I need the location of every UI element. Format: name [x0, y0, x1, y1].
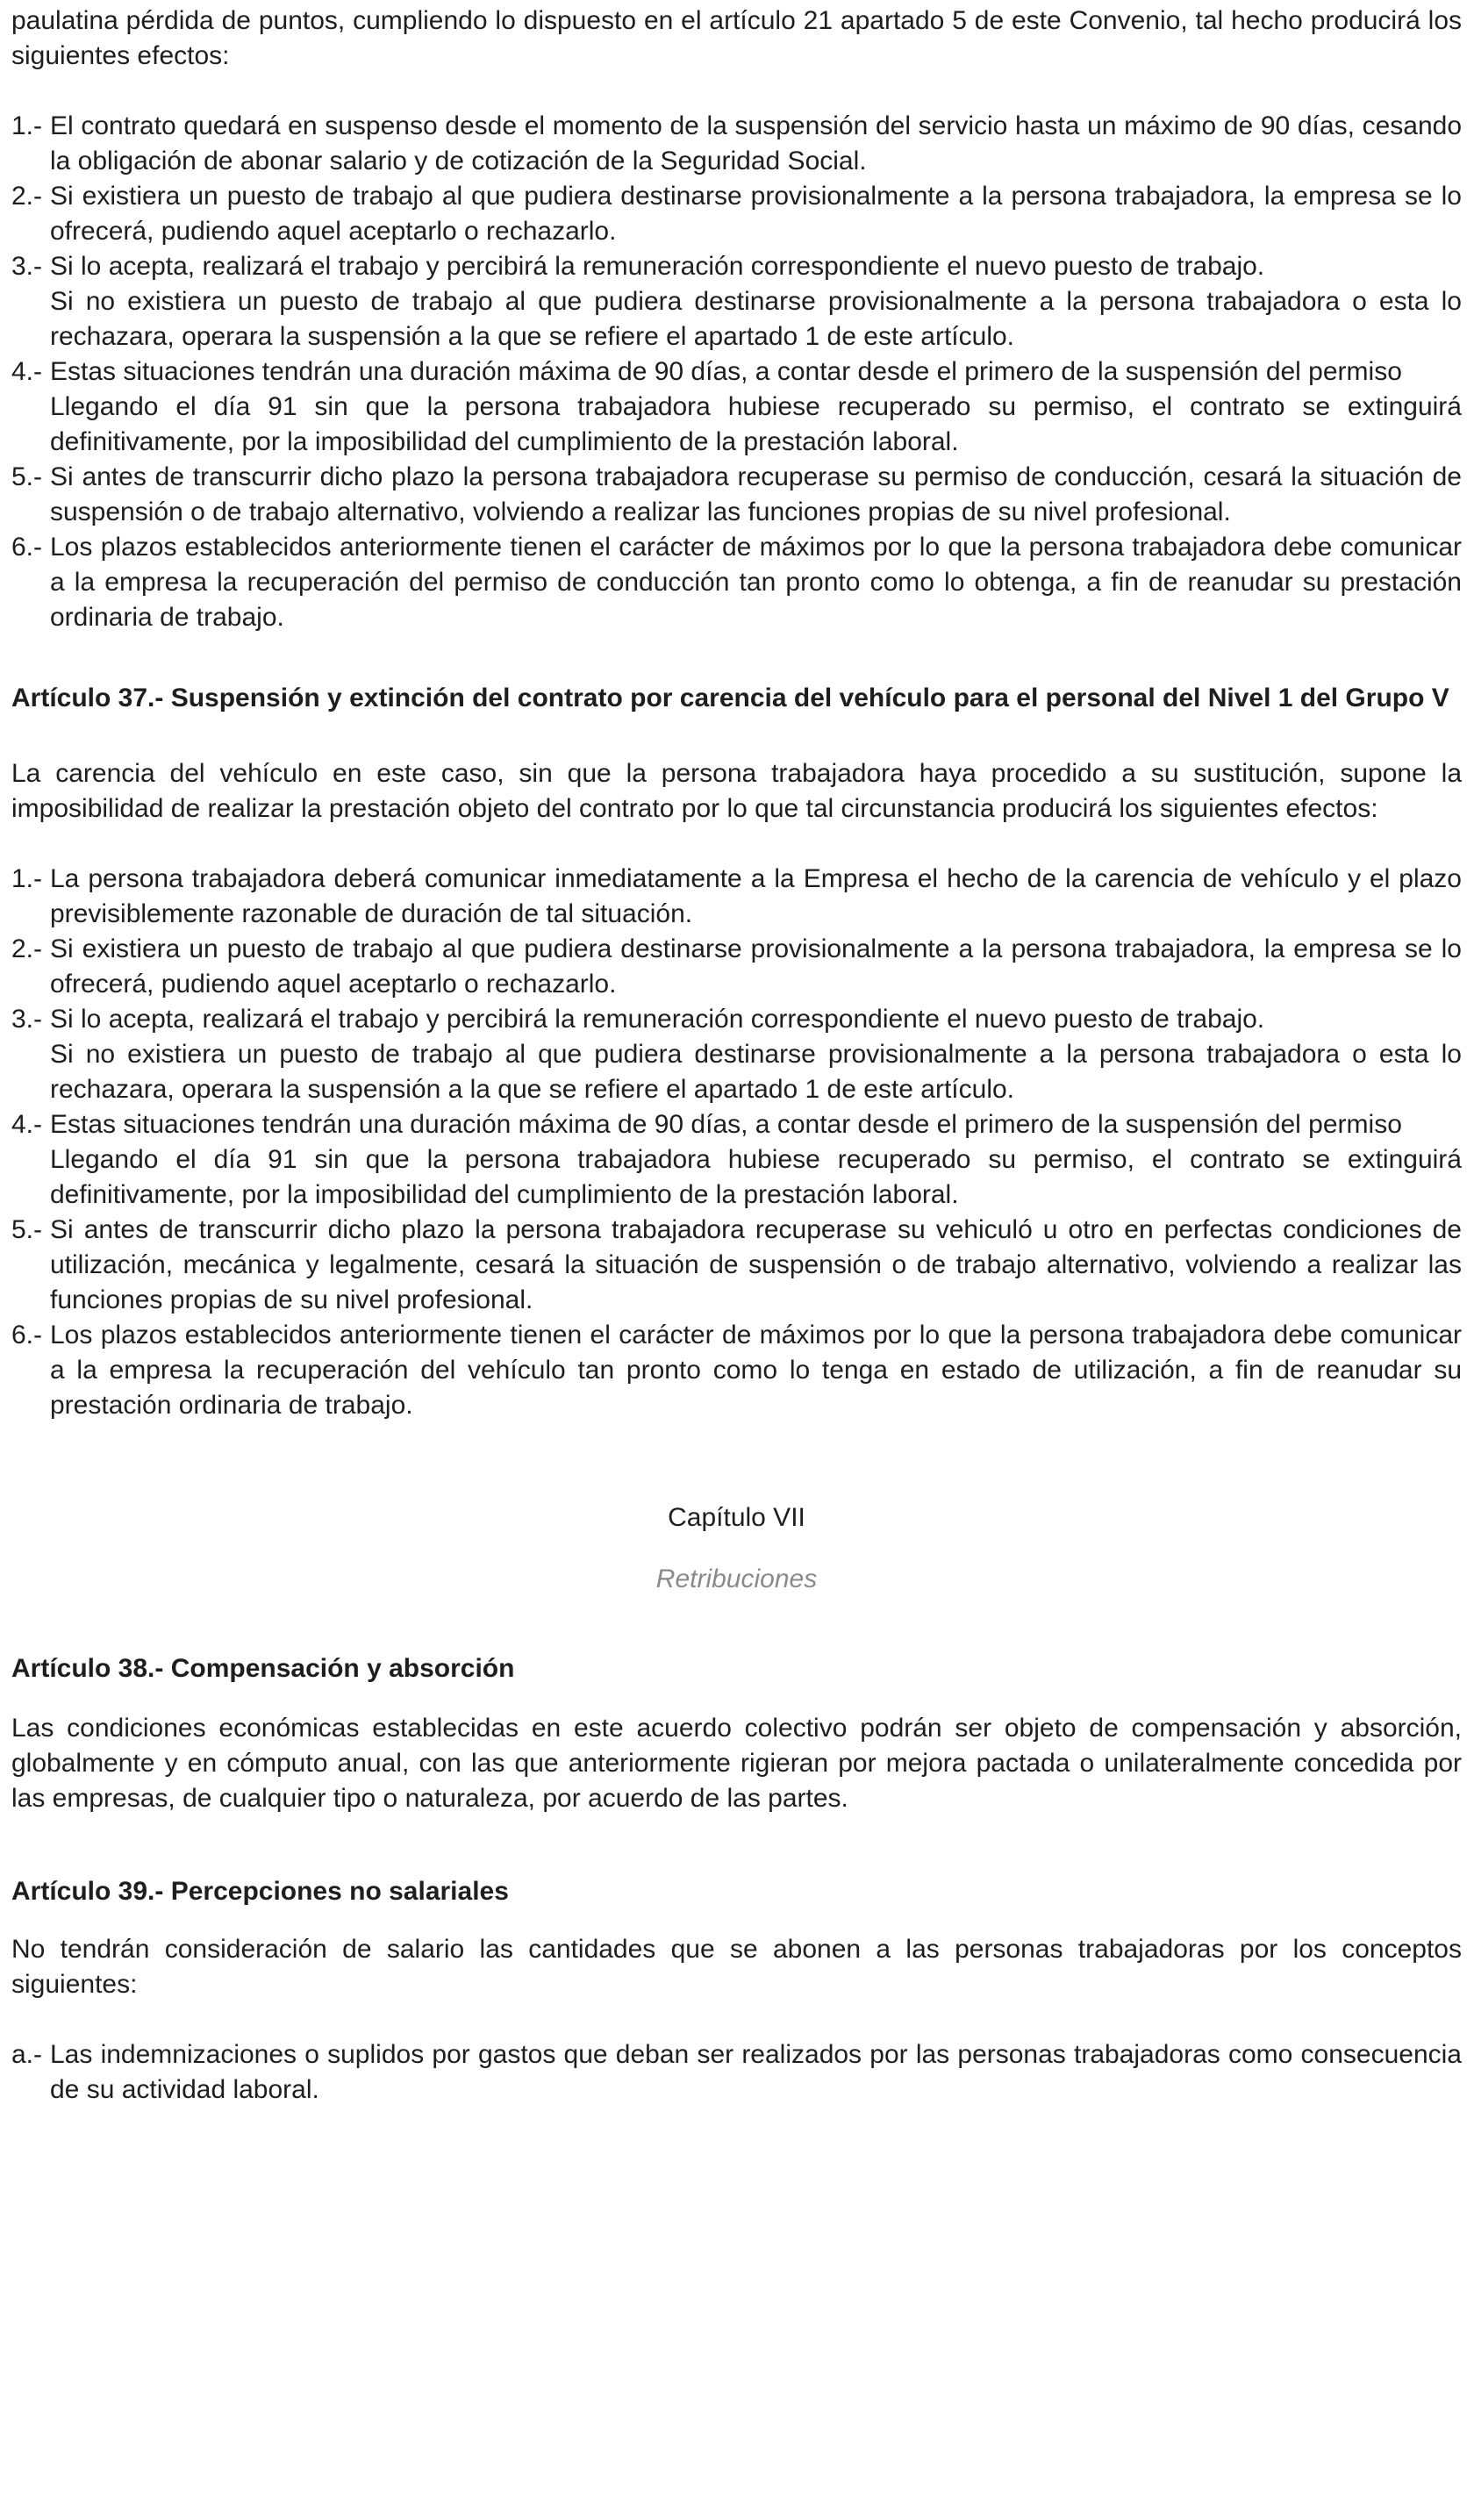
- list-item-1: [11, 109, 1462, 179]
- list-item-marker: 5.-: [11, 462, 43, 491]
- article39-heading: Artículo 39.- Percepciones no salariales: [11, 1877, 509, 1906]
- list-item-subparagraph: Llegando el día 91 sin que la persona trabajadora hubiese recuperado su permiso, el contrato se extinguirá definitivamente, por la imposibilidad del cumplimiento de la prestación laboral.: [50, 1145, 1462, 1209]
- list-item-marker: 4.-: [11, 1110, 43, 1139]
- article37-heading: Artículo 37.- Suspensión y extinción del contrato por carencia del vehículo para el personal del Nivel 1 del Grupo V: [11, 684, 1449, 712]
- list-item-marker: 6.-: [11, 533, 43, 562]
- list-item-2: [11, 932, 1462, 1002]
- article37-intro-paragraph: La carencia del vehículo en este caso, sin que la persona trabajadora haya procedido a su sustitución, supone la imposibilidad de realizar la prestación objeto del contrato por lo que tal circunstancia producirá los siguientes efectos:: [11, 759, 1462, 823]
- list-item-6: [11, 530, 1462, 635]
- list-item-marker: 2.-: [11, 182, 43, 211]
- list-item-marker: 3.-: [11, 1005, 43, 1034]
- list-item-text: Las indemnizaciones o suplidos por gastos que deban ser realizados por las personas trabajadoras como consecuencia de su actividad laboral.: [50, 2040, 1462, 2104]
- article37-effects-list: [11, 862, 1462, 1423]
- article38-heading: Artículo 38.- Compensación y absorción: [11, 1654, 515, 1683]
- list-item-3: [11, 249, 1462, 354]
- list-item-3: [11, 1002, 1462, 1107]
- list-item-text: Si lo acepta, realizará el trabajo y percibirá la remuneración correspondiente el nuevo puesto de trabajo.: [50, 1005, 1265, 1034]
- list-item-text: Si existiera un puesto de trabajo al que pudiera destinarse provisionalmente a la persona trabajadora, la empresa se lo ofrecerá, pudiendo aquel aceptarlo o rechazarlo.: [50, 934, 1462, 999]
- list-item-marker: 1.-: [11, 111, 43, 140]
- list-item-a: [11, 2037, 1462, 2108]
- list-item-text: Si antes de transcurrir dicho plazo la persona trabajadora recuperase su permiso de conducción, cesará la situación de suspensión o de trabajo alternativo, volviendo a realizar las funciones propias de su nivel profesional.: [50, 462, 1462, 526]
- list-item-5: [11, 1213, 1462, 1318]
- list-item-text: Estas situaciones tendrán una duración máxima de 90 días, a contar desde el primero de la suspensión del permiso: [50, 357, 1402, 386]
- intro-paragraph: paulatina pérdida de puntos, cumpliendo lo dispuesto en el artículo 21 apartado 5 de este Convenio, tal hecho producirá los siguientes efectos:: [11, 6, 1462, 70]
- list-item-5: [11, 460, 1462, 530]
- list-item-marker: 5.-: [11, 1215, 43, 1244]
- list-item-marker: 2.-: [11, 934, 43, 963]
- list-item-subparagraph: Si no existiera un puesto de trabajo al que pudiera destinarse provisionalmente a la persona trabajadora o esta lo rechazara, operara la suspensión a la que se refiere el apartado 1 de este artículo.: [50, 287, 1462, 351]
- article39-intro-paragraph: No tendrán consideración de salario las cantidades que se abonen a las personas trabajadoras por los conceptos siguientes:: [11, 1935, 1462, 1999]
- list-item-subparagraph: Si no existiera un puesto de trabajo al que pudiera destinarse provisionalmente a la persona trabajadora o esta lo rechazara, operara la suspensión a la que se refiere el apartado 1 de este artículo.: [50, 1040, 1462, 1104]
- article38-body-paragraph: Las condiciones económicas establecidas en este acuerdo colectivo podrán ser objeto de compensación y absorción, globalmente y en cómputo anual, con las que anteriormente rigieran por mejora pactada o unilateralmente concedida por las empresas, de cualquier tipo o naturaleza, por acuerdo de las partes.: [11, 1714, 1462, 1813]
- list-item-subparagraph: Llegando el día 91 sin que la persona trabajadora hubiese recuperado su permiso, el contrato se extinguirá definitivamente, por la imposibilidad del cumplimiento de la prestación laboral.: [50, 392, 1462, 456]
- article36-effects-list: [11, 109, 1462, 635]
- list-item-marker: 1.-: [11, 864, 43, 893]
- list-item-text: Si lo acepta, realizará el trabajo y percibirá la remuneración correspondiente el nuevo puesto de trabajo.: [50, 252, 1265, 281]
- list-item-text: Los plazos establecidos anteriormente tienen el carácter de máximos por lo que la persona trabajadora debe comunicar a la empresa la recuperación del vehículo tan pronto como lo tenga en estado de utilización, a fin de reanudar su prestación ordinaria de trabajo.: [50, 1321, 1462, 1420]
- list-item-marker: 6.-: [11, 1321, 43, 1349]
- chapter-subtitle: Retribuciones: [655, 1564, 818, 1593]
- list-item-6: [11, 1318, 1462, 1423]
- list-item-text: Los plazos establecidos anteriormente tienen el carácter de máximos por lo que la persona trabajadora debe comunicar a la empresa la recuperación del permiso de conducción tan pronto como lo obtenga, a fin de reanudar su prestación ordinaria de trabajo.: [50, 533, 1462, 632]
- chapter-title: Capítulo VII: [668, 1503, 805, 1532]
- chapter-block: [11, 1500, 1462, 1597]
- list-item-text: Si existiera un puesto de trabajo al que pudiera destinarse provisionalmente a la persona trabajadora, la empresa se lo ofrecerá, pudiendo aquel aceptarlo o rechazarlo.: [50, 182, 1462, 246]
- list-item-text: La persona trabajadora deberá comunicar inmediatamente a la Empresa el hecho de la carencia de vehículo y el plazo previsiblemente razonable de duración de tal situación.: [50, 864, 1462, 928]
- list-item-marker: 4.-: [11, 357, 43, 386]
- list-item-4: [11, 354, 1462, 460]
- list-item-text: Estas situaciones tendrán una duración máxima de 90 días, a contar desde el primero de la suspensión del permiso: [50, 1110, 1402, 1139]
- article39-concepts-list: [11, 2037, 1462, 2108]
- list-item-text: El contrato quedará en suspenso desde el momento de la suspensión del servicio hasta un máximo de 90 días, cesando la obligación de abonar salario y de cotización de la Seguridad Social.: [50, 111, 1462, 175]
- list-item-marker: a.-: [11, 2040, 43, 2069]
- list-item-4: [11, 1107, 1462, 1213]
- list-item-marker: 3.-: [11, 252, 43, 281]
- list-item-text: Si antes de transcurrir dicho plazo la persona trabajadora recuperase su vehiculó u otro en perfectas condiciones de utilización, mecánica y legalmente, cesará la situación de suspensión o de trabajo alternativo, volviendo a realizar las funciones propias de su nivel profesional.: [50, 1215, 1462, 1314]
- list-item-1: [11, 862, 1462, 932]
- list-item-2: [11, 179, 1462, 249]
